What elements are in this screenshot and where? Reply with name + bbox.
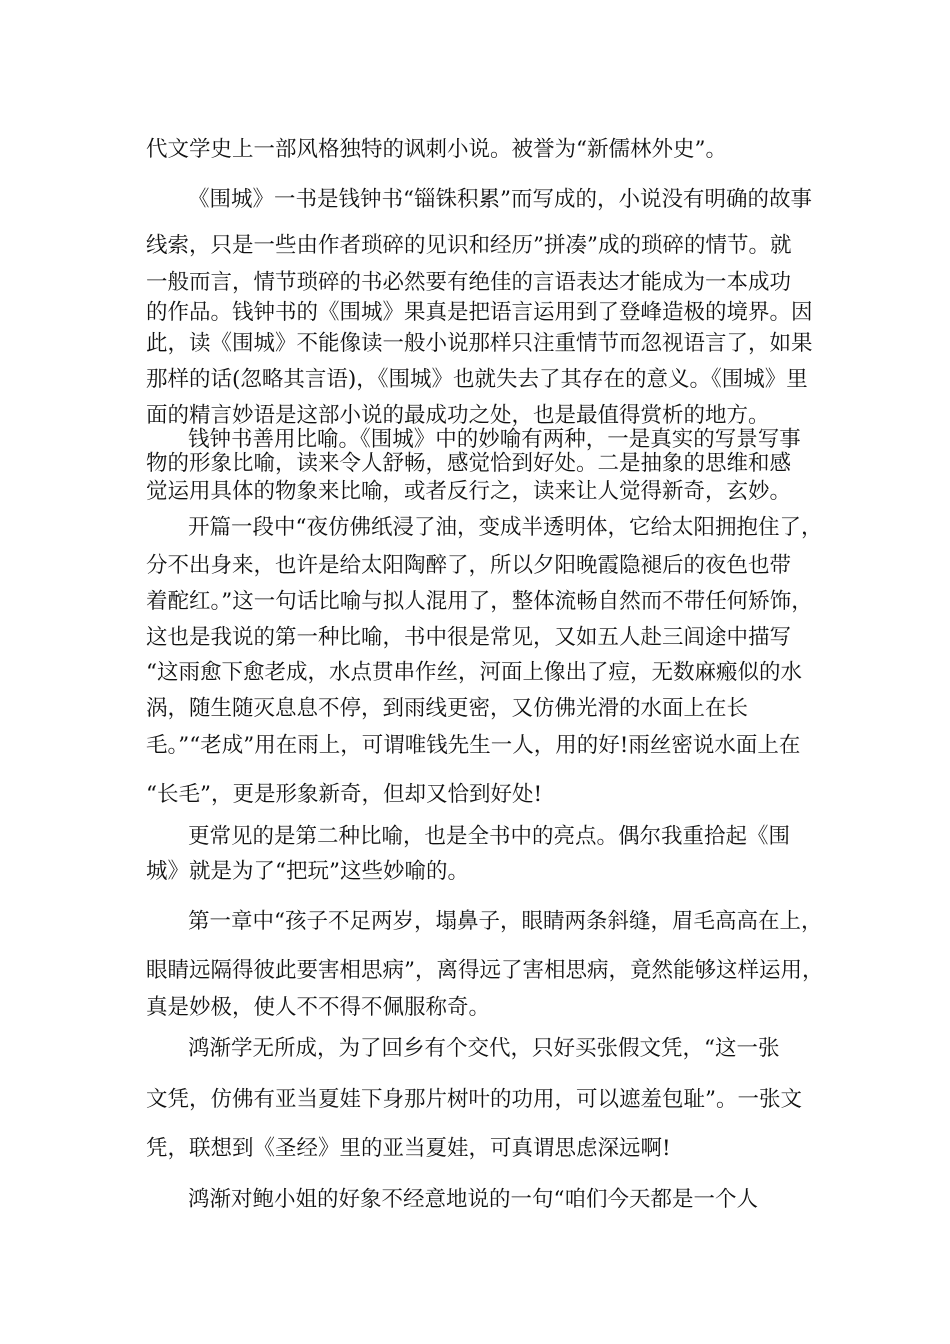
text-line: 真是妙极，使人不不得不佩服称奇。: [146, 995, 491, 1020]
text-line: 分不出身来，也许是给太阳陶醉了，所以夕阳晚霞隐褪后的夜色也带: [146, 553, 792, 578]
text-line: “这雨愈下愈老成，水点贯串作丝，河面上像出了痘，无数麻瘢似的水: [146, 660, 802, 685]
text-line: 钱钟书善用比喻。《围城》中的妙喻有两种，一是真实的写景写事: [188, 427, 801, 452]
text-line: 眼睛远隔得彼此要害相思病”，离得远了害相思病，竟然能够这样运用，: [146, 958, 824, 983]
text-line: 那样的话(忽略其言语)，《围城》也就失去了其存在的意义。《围城》里: [146, 367, 808, 392]
text-line: 着酡红。”这一句话比喻与拟人混用了，整体流畅自然而不带任何矫饰，: [146, 589, 813, 614]
text-line: 代文学史上一部风格独特的讽刺小说。被誉为“新儒林外史”。: [146, 137, 727, 162]
text-line: 觉运用具体的物象来比喻，或者反行之，读来让人觉得新奇，玄妙。: [146, 479, 792, 504]
text-line: 物的形象比喻，读来令人舒畅，感觉恰到好处。二是抽象的思维和感: [146, 451, 792, 476]
text-line: 开篇一段中“夜仿佛纸浸了油，变成半透明体，它给太阳拥抱住了，: [188, 515, 823, 540]
text-line: 凭，联想到《圣经》里的亚当夏娃，可真谓思虑深远啊!: [146, 1136, 671, 1161]
text-line: 文凭，仿佛有亚当夏娃下身那片树叶的功用，可以遮羞包耻”。一张文: [146, 1087, 802, 1112]
text-line: 这也是我说的第一种比喻，书中很是常见，又如五人赴三闾途中描写: [146, 625, 792, 650]
text-line: 此，读《围城》不能像读一般小说那样只注重情节而忽视语言了，如果: [146, 331, 813, 356]
text-line: 一般而言，情节琐碎的书必然要有绝佳的言语表达才能成为一本成功: [146, 270, 792, 295]
text-line: 毛。”“老成”用在雨上，可谓唯钱先生一人，用的好!雨丝密说水面上在: [146, 733, 801, 758]
text-line: 城》就是为了“把玩”这些妙喻的。: [146, 859, 469, 884]
text-line: “长毛”，更是形象新奇，但却又恰到好处!: [146, 782, 543, 807]
text-line: 更常见的是第二种比喻，也是全书中的亮点。偶尔我重拾起《围: [188, 824, 791, 849]
text-line: 涡，随生随灭息息不停，到雨线更密，又仿佛光滑的水面上在长: [146, 696, 749, 721]
text-line: 鸿渐对鲍小姐的好象不经意地说的一句“咱们今天都是一个人: [188, 1187, 758, 1212]
text-line: 第一章中“孩子不足两岁，塌鼻子，眼睛两条斜缝，眉毛高高在上，: [188, 909, 823, 934]
text-line: 鸿渐学无所成，为了回乡有个交代，只好买张假文凭，“这一张: [188, 1036, 780, 1061]
text-line: 线索，只是一些由作者琐碎的见识和经历”拼凑”成的琐碎的情节。就: [146, 233, 792, 258]
text-line: 的作品。钱钟书的《围城》果真是把语言运用到了登峰造极的境界。因: [146, 300, 813, 325]
text-line: 《围城》一书是钱钟书“锱铢积累”而写成的，小说没有明确的故事: [188, 187, 812, 212]
text-line: 面的精言妙语是这部小说的最成功之处，也是最值得赏析的地方。: [146, 403, 770, 428]
